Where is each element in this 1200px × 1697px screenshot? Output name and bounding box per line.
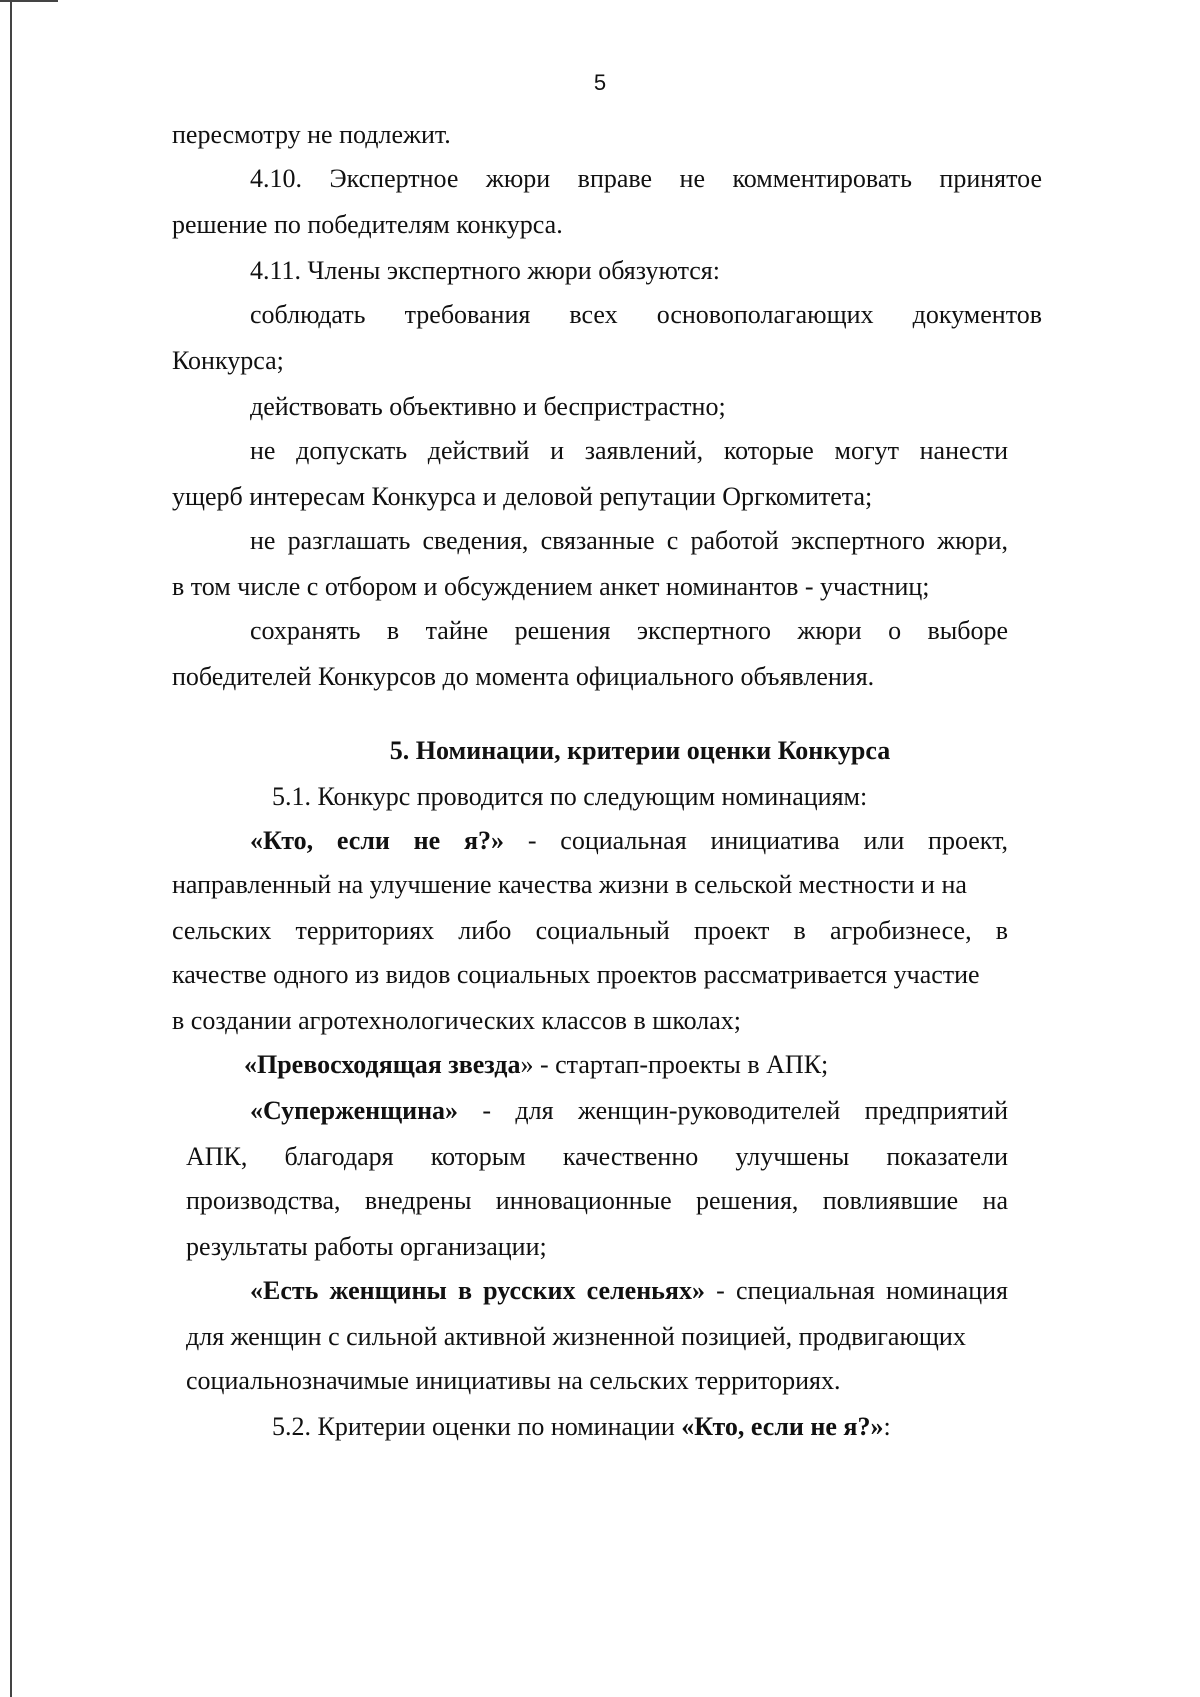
text-line: не разглашать сведения, связанные с работой экспертного жюри,: [250, 526, 1008, 555]
text-line: в том числе с отбором и обсуждением анкет номинантов - участниц;: [172, 572, 930, 601]
text-line: для женщин с сильной активной жизненной позицией, продвигающих: [186, 1322, 966, 1351]
text-line: не допускать действий и заявлений, которые могут нанести: [250, 436, 1008, 465]
text-segment: 5.2. Критерии оценки по номинации: [272, 1412, 682, 1441]
text-line: сельских территориях либо социальный проект в агробизнесе, в: [172, 916, 1008, 945]
text-segment: » - стартап-проекты в АПК;: [520, 1050, 829, 1079]
nomination-title: «Кто, если не я?»: [250, 826, 505, 855]
text-line: Конкурса;: [172, 346, 284, 375]
text-segment: - для женщин-руководителей предприятий: [458, 1096, 1008, 1125]
text-line-nomination-1: [250, 826, 1008, 856]
text-line: АПК, благодаря которым качественно улучшены показатели: [186, 1142, 1008, 1171]
text-line: действовать объективно и беспристрастно;: [250, 392, 726, 421]
text-line: решение по победителям конкурса.: [172, 210, 563, 239]
text-line: социальнозначимые инициативы на сельских территориях.: [186, 1366, 841, 1395]
section-heading: 5. Номинации, критерии оценки Конкурса: [389, 736, 891, 765]
text-line-nomination-3: [250, 1096, 1008, 1126]
text-line: 4.11. Члены экспертного жюри обязуются:: [250, 256, 720, 285]
text-segment: - специальная номинация: [705, 1276, 1008, 1305]
nomination-title: «Кто, если не я?»: [681, 1412, 884, 1441]
text-line: 4.10. Экспертное жюри вправе не комментировать принятое: [250, 164, 1042, 193]
text-line: сохранять в тайне решения экспертного жюри о выборе: [250, 616, 1008, 645]
text-line: в создании агротехнологических классов в школах;: [172, 1006, 742, 1035]
nomination-title: «Есть женщины в русских селеньях»: [250, 1276, 705, 1305]
text-line: производства, внедрены инновационные решения, повлиявшие на: [186, 1186, 1008, 1215]
text-line: направленный на улучшение качества жизни в сельской местности и на: [172, 870, 967, 899]
nomination-title: «Суперженщина»: [250, 1096, 459, 1125]
scan-edge-top: [0, 0, 58, 2]
text-line-nomination-4: [250, 1276, 1008, 1306]
text-segment: :: [883, 1412, 891, 1441]
text-line: качестве одного из видов социальных проектов рассматривается участие: [172, 960, 980, 989]
text-line: результаты работы организации;: [186, 1232, 547, 1261]
text-line: 5.1. Конкурс проводится по следующим номинациям:: [272, 782, 868, 811]
text-line: победителей Конкурсов до момента официального объявления.: [172, 662, 875, 691]
text-line: соблюдать требования всех основополагающих документов: [250, 300, 1042, 329]
text-line: ущерб интересам Конкурса и деловой репутации Оргкомитета;: [172, 482, 873, 511]
page-number: 5: [593, 70, 607, 95]
nomination-title: «Превосходящая звезда: [244, 1050, 521, 1079]
text-line-criteria: [272, 1412, 891, 1442]
text-line-nomination-2: [244, 1050, 828, 1080]
text-segment: - социальная инициатива или проект,: [504, 826, 1009, 855]
text-line: пересмотру не подлежит.: [172, 120, 451, 149]
scan-edge-left: [10, 0, 12, 1697]
